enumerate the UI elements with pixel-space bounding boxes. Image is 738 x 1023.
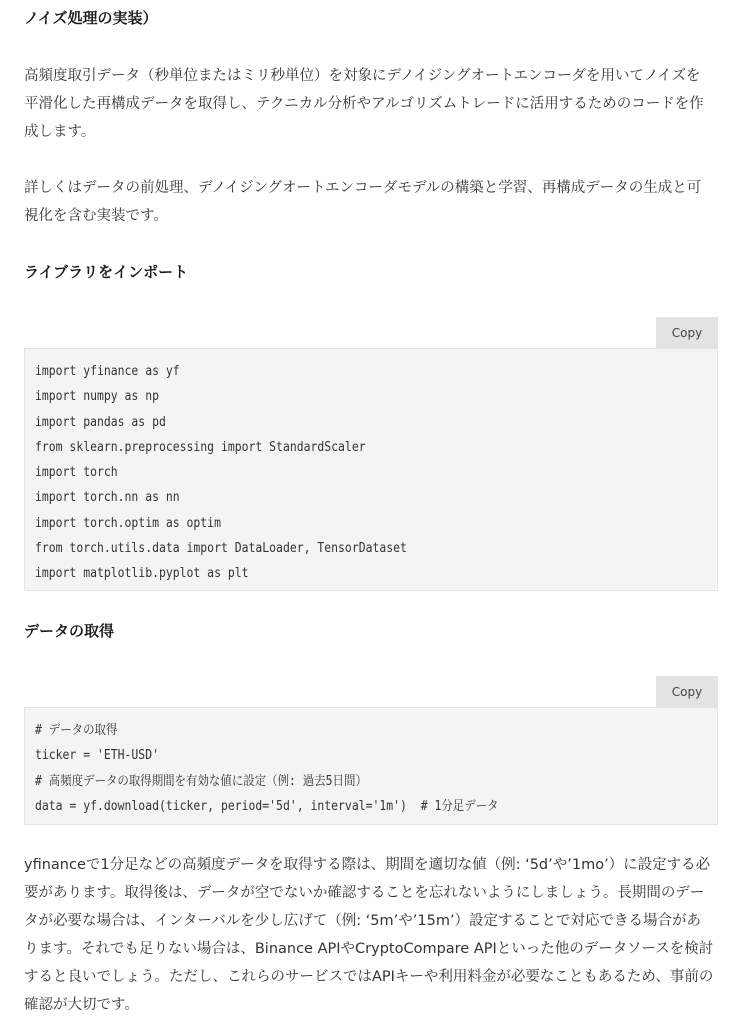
code-line: ticker = 'ETH-USD' bbox=[35, 748, 159, 764]
code-line: # 高頻度データの取得期間を有効な値に設定（例: 過去5日間） bbox=[35, 773, 367, 789]
section-title: ノイズ処理の実装） bbox=[24, 9, 158, 27]
data-section-heading: データの取得 bbox=[24, 622, 115, 640]
code-line: # データの取得 bbox=[35, 723, 118, 738]
import-section-heading: ライブラリをインポート bbox=[24, 263, 189, 281]
code-line: from torch.utils.data import DataLoader, TensorDataset bbox=[35, 541, 407, 557]
code-line: import matplotlib.pyplot as plt bbox=[35, 566, 249, 582]
code-line: data = yf.download(ticker, period='5d', interval='1m') # 1分足データ bbox=[35, 798, 499, 814]
code-line: import torch.nn as nn bbox=[35, 490, 180, 506]
code-block-data[interactable] bbox=[24, 707, 718, 825]
detail-paragraph: 詳しくはデータの前処理、デノイジングオートエンコーダモデルの構築と学習、再構成データの生成と可視化を含む実装です。 bbox=[24, 180, 702, 224]
copy-button-imports[interactable]: Copy bbox=[656, 317, 718, 348]
note-paragraph: yfinanceで1分足などの高頻度データを取得する際は、期間を適切な値（例: ‘5d’や’1mo’）に設定する必要があります。取得後は、データが空でないか確認することを忘れないようにしましょう。長期間のデータが必要な場合は、インターバルを少し広げて（例: ‘5m’や’15m’）設定することで対応できる場合があります。それでも足りない場合は、Binance APIやCryptoCompare APIといった他のデータソースを検討すると良いでしょう。ただし、これらのサービスではAPIキーや利用料金が必要なこともあるため、事前の確認が大切です。 bbox=[24, 857, 714, 1013]
intro-paragraph: 高頻度取引データ（秒単位またはミリ秒単位）を対象にデノイジングオートエンコーダを用いてノイズを平滑化した再構成データを取得し、テクニカル分析やアルゴリズムトレードに活用するためのコードを作成します。 bbox=[24, 68, 704, 140]
code-block-imports[interactable] bbox=[24, 348, 718, 591]
code-line: import yfinance as yf bbox=[35, 364, 180, 379]
code-line: import pandas as pd bbox=[35, 414, 166, 430]
code-line: from sklearn.preprocessing import StandardScaler bbox=[35, 439, 366, 455]
code-line: import torch.optim as optim bbox=[35, 515, 221, 531]
copy-button-data[interactable]: Copy bbox=[656, 676, 718, 707]
code-line: import numpy as np bbox=[35, 389, 159, 405]
code-line: import torch bbox=[35, 465, 118, 481]
